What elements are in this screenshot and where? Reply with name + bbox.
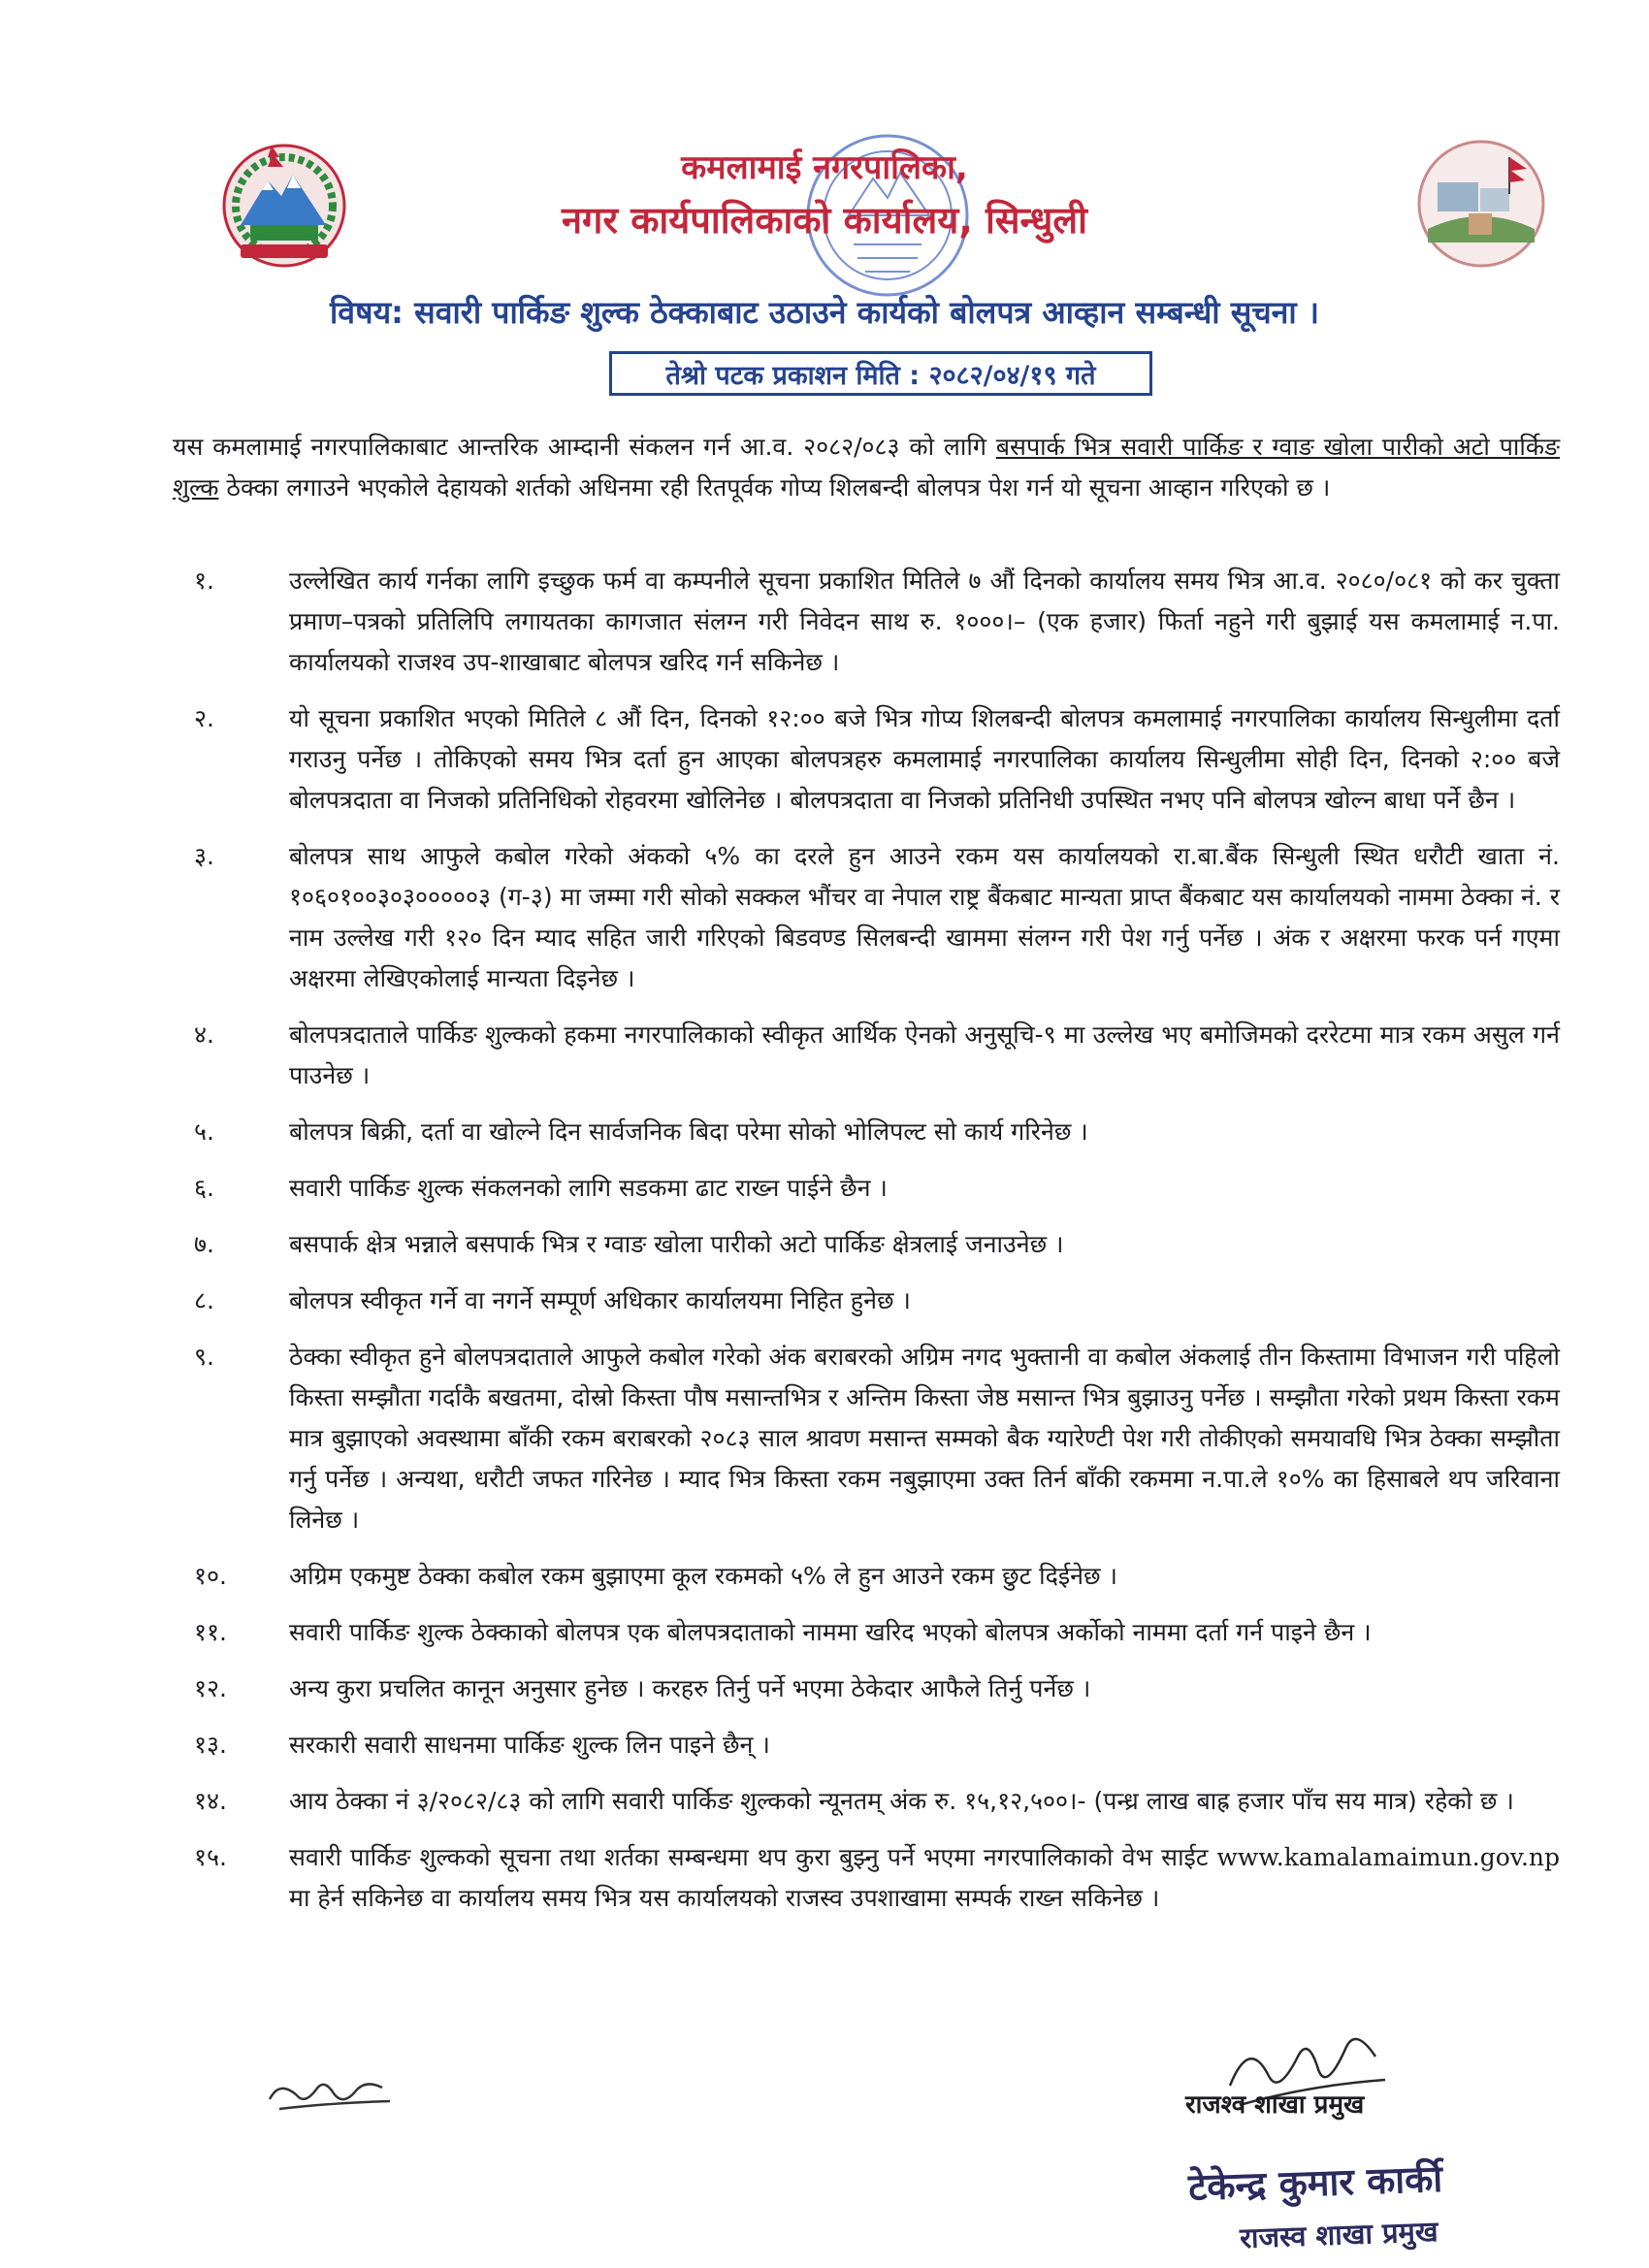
item-text: बोलपत्र बिक्री, दर्ता वा खोल्ने दिन सार्वजनिक बिदा परेमा सोको भोलिपल्ट सो कार्य गरिनेछ । — [289, 1118, 1088, 1146]
item-text: सवारी पार्किङ शुल्क ठेक्काको बोलपत्र एक बोलपत्रदाताको नाममा खरिद भएको बोलपत्र अर्कोको नाममा दर्ता गर्न पाइने छैन । — [289, 1618, 1372, 1646]
list-item — [173, 1612, 1560, 1653]
signatory-title-stamp: राजस्व शाखा प्रमुख — [1239, 2215, 1439, 2255]
list-item — [173, 1112, 1560, 1152]
item-text: सवारी पार्किङ शुल्क संकलनको लागि सडकमा ढाट राख्न पाईने छैन । — [289, 1174, 888, 1202]
list-item — [173, 1168, 1560, 1209]
item-number: ८. — [194, 1286, 214, 1314]
intro-underlined: बसपार्क भित्र सवारी पार्किङ र ग्वाङ खोला पारीको अटो पार्किङ शुल्क — [173, 433, 1560, 502]
item-number: १३. — [194, 1731, 227, 1759]
item-number: १२. — [194, 1674, 227, 1702]
signatory-name-stamp: टेकेन्द्र कुमार कार्की — [1187, 2156, 1443, 2209]
list-item — [173, 1337, 1560, 1540]
item-number: १. — [194, 567, 214, 595]
item-text: बसपार्क क्षेत्र भन्नाले बसपार्क भित्र र ग्वाङ खोला पारीको अटो पार्किङ क्षेत्रलाई जनाउनेछ । — [289, 1230, 1064, 1258]
website-link[interactable]: www.kamalamaimun.gov.np — [1216, 1843, 1560, 1871]
publication-date-box: तेश्रो पटक प्रकाशन मिति : २०८२/०४/१९ गते — [609, 351, 1152, 396]
list-item — [173, 698, 1560, 821]
list-item — [173, 836, 1560, 999]
list-item — [173, 1224, 1560, 1265]
item-text — [289, 1837, 1560, 1919]
list-item — [173, 561, 1560, 683]
intro-text-1: यस कमलामाई नगरपालिकाबाट आन्तरिक आम्दानी संकलन गर्न आ.व. २०८२/०८३ को लागि — [173, 433, 996, 461]
list-item — [173, 1837, 1560, 1919]
signatory-title: राजश्व शाखा प्रमुख — [1185, 2090, 1365, 2120]
list-item — [173, 1556, 1560, 1597]
office-name: नगर कार्यपालिकाको कार्यालय, सिन्धुली — [561, 199, 1088, 242]
item-number: ३. — [194, 842, 214, 870]
intro-text-2: ठेक्का लगाउने भएकोले देहायको शर्तको अधिनमा रही रितपूर्वक गोप्य शिलबन्दी बोलपत्र पेश गर्न यो सूचना आव्हान गरिएको छ । — [218, 473, 1331, 502]
item-text: बोलपत्र स्वीकृत गर्ने वा नगर्ने सम्पूर्ण अधिकार कार्यालयमा निहित हुनेछ । — [289, 1286, 911, 1314]
list-item — [173, 1015, 1560, 1096]
item15-text-1: सवारी पार्किङ शुल्कको सूचना तथा शर्तका सम्बन्धमा थप कुरा बुझ्नु पर्ने भएमा नगरपालिकाको वेभ साईट — [289, 1843, 1217, 1871]
list-item — [173, 1781, 1560, 1822]
list-item — [173, 1280, 1560, 1321]
list-item — [173, 1725, 1560, 1766]
initials-signature-icon — [260, 2060, 405, 2128]
item-number: १५. — [194, 1843, 227, 1871]
item-number: ११. — [194, 1618, 227, 1646]
item-number: १०. — [194, 1562, 227, 1590]
conditions-list — [173, 561, 1560, 1934]
item-text: ठेक्का स्वीकृत हुने बोलपत्रदाताले आफुले कबोल गरेको अंक बराबरको अग्रिम नगद भुक्तानी वा कबोल अंकलाई तीन किस्तामा विभाजन गरी पहिलो किस्ता सम्झौता गर्दाकै बखतमा, दोस्रो किस्ता पौष मसान्तभित्र र अन्तिम किस्ता जेष्ठ मसान्त भित्र बुझाउनु पर्नेछ । सम्झौता गरेको प्रथम किस्ता रकम मात्र बुझाएको अवस्थामा बाँकी रकम बराबरको २०८३ साल श्रावण मसान्त सम्मको बैक ग्यारेण्टी पेश गरी तोकीएको समयावधि भित्र ठेक्का सम्झौता गर्नु पर्नेछ । अन्यथा, धरौटी जफत गरिनेछ । म्याद भित्र किस्ता रकम नबुझाएमा उक्त तिर्न बाँकी रकममा न.पा.ले १०% का हिसाबले थप जरिवाना लिनेछ । — [289, 1343, 1560, 1534]
org-name: कमलामाई नगरपालिका, — [681, 148, 968, 187]
item-text: अग्रिम एकमुष्ट ठेक्का कबोल रकम बुझाएमा कूल रकमको ५% ले हुन आउने रकम छुट दिईनेछ । — [289, 1562, 1117, 1590]
item-number: ७. — [194, 1230, 214, 1258]
notice-subject: विषय: सवारी पार्किङ शुल्क ठेक्काबाट उठाउने कार्यको बोलपत्र आव्हान सम्बन्धी सूचना । — [330, 294, 1319, 331]
intro-paragraph — [173, 427, 1560, 508]
list-item — [173, 1669, 1560, 1709]
item-text: अन्य कुरा प्रचलित कानून अनुसार हुनेछ । करहरु तिर्नु पर्ने भएमा ठेकेदार आफैले तिर्नु पर्नेछ । — [289, 1674, 1091, 1702]
item15-text-2: मा हेर्न सकिनेछ वा कार्यालय समय भित्र यस कार्यालयको राजस्व उपशाखामा सम्पर्क राख्न सकिनेछ । — [289, 1884, 1160, 1912]
item-number: २. — [194, 704, 214, 732]
item-text: आय ठेक्का नं ३/२०८२/८३ को लागि सवारी पार्किङ शुल्कको न्यूनतम् अंक रु. १५,१२,५००।- (पन्ध्र लाख बाह्र हजार पाँच सय मात्र) रहेको छ । — [289, 1787, 1514, 1815]
item-text: बोलपत्र साथ आफुले कबोल गरेको अंकको ५% का दरले हुन आउने रकम यस कार्यालयको रा.बा.बैंक सिन्धुली स्थित धरौटी खाता नं. १०६०१००३०३०००००३ (ग-३) मा जम्मा गरी सोको सक्कल भौंचर वा नेपाल राष्ट्र बैंकबाट मान्यता प्राप्त बैंकबाट यस कार्यालयको नाममा ठेक्का नं. र नाम उल्लेख गरी १२० दिन म्याद सहित जारी गरिएको बिडवण्ड सिलबन्दी खाममा संलग्न गरी पेश गर्नु पर्नेछ । अंक र अक्षरमा फरक पर्न गएमा अक्षरमा लेखिएकोलाई मान्यता दिइनेछ । — [289, 842, 1560, 992]
item-number: ५. — [194, 1118, 214, 1146]
item-text: उल्लेखित कार्य गर्नका लागि इच्छुक फर्म वा कम्पनीले सूचना प्रकाशित मितिले ७ औं दिनको कार्यालय समय भित्र आ.व. २०८०/०८१ को कर चुक्ता प्रमाण–पत्रको प्रतिलिपि लगायतका कागजात संलग्न गरी निवेदन साथ रु. १०००।– (एक हजार) फिर्ता नहुने गरी बुझाई यस कमलामाई न.पा. कार्यालयको राजश्व उप-शाखाबाट बोलपत्र खरिद गर्न सकिनेछ । — [289, 567, 1560, 676]
item-text: सरकारी सवारी साधनमा पार्किङ शुल्क लिन पाइने छैन् । — [289, 1731, 770, 1759]
item-number: १४. — [194, 1787, 227, 1815]
item-text: यो सूचना प्रकाशित भएको मितिले ८ औं दिन, दिनको १२:०० बजे भित्र गोप्य शिलबन्दी बोलपत्र कमलामाई नगरपालिका कार्यालय सिन्धुलीमा दर्ता गराउनु पर्नेछ । तोकिएको समय भित्र दर्ता हुन आएका बोलपत्रहरु कमलामाई नगरपालिका कार्यालय सिन्धुलीमा सोही दिन, दिनको २:०० बजे बोलपत्रदाता वा निजको प्रतिनिधिको रोहवरमा खोलिनेछ । बोलपत्रदाता वा निजको प्रतिनिधी उपस्थित नभए पनि बोलपत्र खोल्न बाधा पर्ने छैन । — [289, 704, 1560, 814]
item-number: ९. — [194, 1343, 214, 1371]
item-number: ४. — [194, 1021, 214, 1049]
item-number: ६. — [194, 1174, 214, 1202]
item-text: बोलपत्रदाताले पार्किङ शुल्कको हकमा नगरपालिकाको स्वीकृत आर्थिक ऐनको अनुसूचि-९ मा उल्लेख भए बमोजिमको दररेटमा मात्र रकम असुल गर्न पाउनेछ । — [289, 1021, 1560, 1089]
